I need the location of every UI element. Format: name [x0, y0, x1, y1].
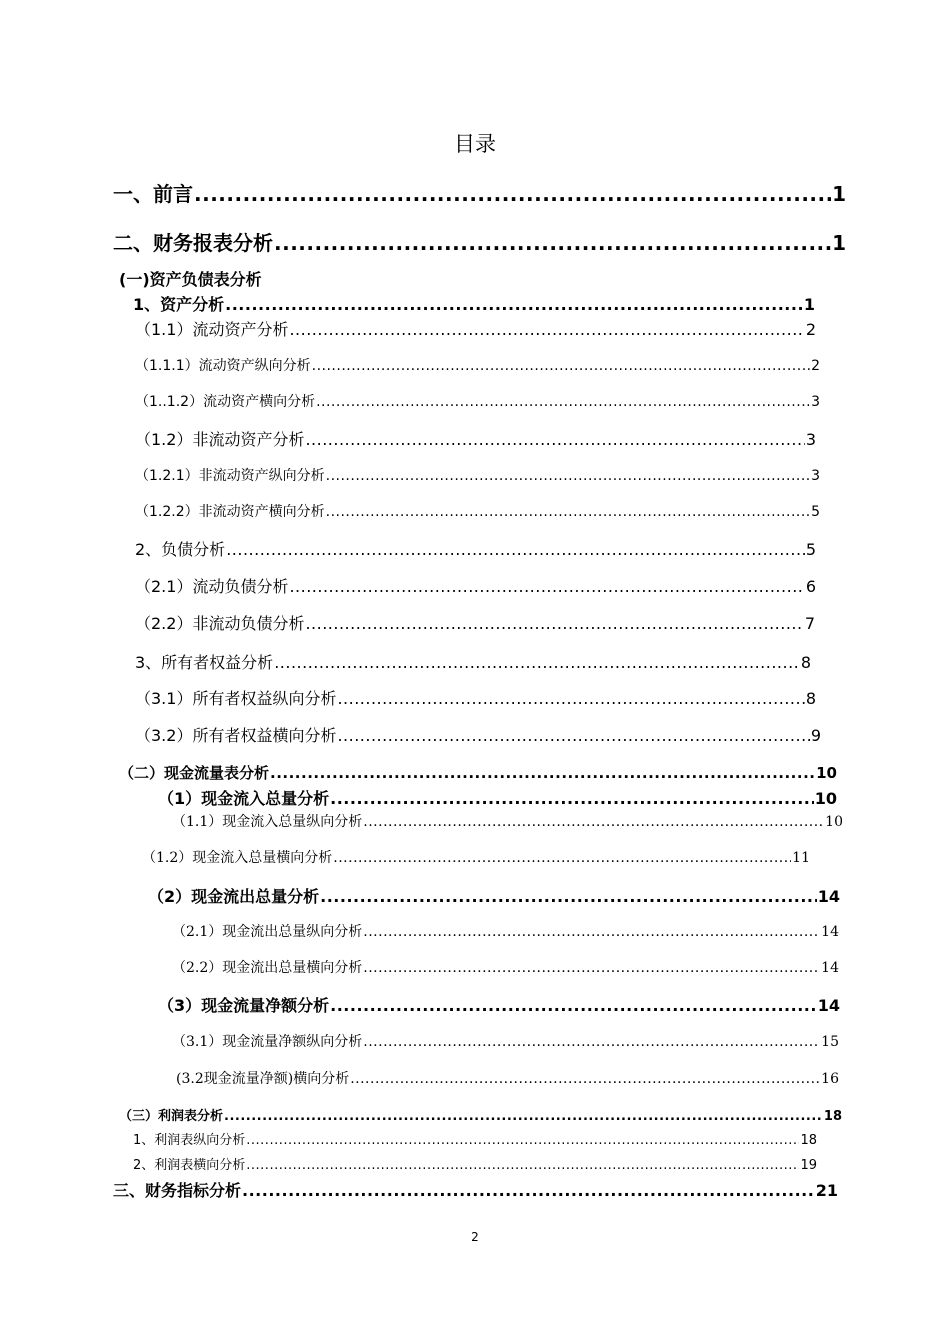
toc-entry-label: （1.1）流动资产分析: [135, 320, 289, 339]
toc-leader: [320, 887, 817, 906]
toc-entry-label: 2、负债分析: [135, 540, 226, 559]
toc-leader: [337, 726, 809, 745]
toc-page-number: 7: [804, 614, 815, 633]
toc-entry-label: 2、利润表横向分析: [133, 1158, 246, 1173]
toc-entry-label: （2.1）流动负债分析: [135, 577, 289, 596]
toc-leader: [326, 504, 810, 520]
toc-entry-label: （1）现金流入总量分析: [158, 789, 330, 808]
toc-entry-owners-equity[interactable]: [135, 650, 811, 673]
toc-entry-balance-sheet-analysis[interactable]: [119, 267, 419, 290]
toc-page-number: 3: [811, 394, 820, 410]
toc-entry-noncurrent-assets-horizontal[interactable]: [135, 501, 820, 521]
toc-leader: [326, 468, 810, 484]
toc-page-number: 19: [800, 1158, 817, 1173]
toc-leader: [246, 1133, 799, 1148]
toc-entry-label: （1.2）非流动资产分析: [135, 430, 305, 449]
toc-page-number: 1: [803, 295, 815, 314]
toc-entry-label: （1.1）现金流入总量纵向分析: [172, 814, 363, 830]
toc-entry-current-assets[interactable]: [135, 317, 816, 340]
toc-entry-owners-equity-vertical[interactable]: [135, 686, 816, 709]
toc-leader: [333, 850, 791, 866]
toc-entry-noncurrent-assets[interactable]: [135, 427, 816, 450]
page-title: 目录: [454, 132, 496, 156]
toc-leader: [289, 577, 804, 596]
toc-entry-label: 1、利润表纵向分析: [133, 1133, 246, 1148]
toc-entry-noncurrent-liabilities[interactable]: [135, 611, 815, 634]
toc-page-number: 10: [825, 814, 843, 830]
toc-entry-current-assets-horizontal[interactable]: [135, 391, 820, 411]
toc-leader: [289, 320, 804, 339]
toc-page-number: 16: [821, 1071, 839, 1087]
toc-leader: [270, 764, 815, 782]
toc-entry-label: 1、资产分析: [133, 295, 225, 314]
toc-leader: [350, 1071, 820, 1087]
toc-page-number: 2: [811, 358, 820, 374]
toc-page-number: 18: [800, 1133, 817, 1148]
toc-page-number: 3: [811, 468, 820, 484]
toc-entry-label: 三、财务指标分析: [113, 1181, 242, 1200]
toc-leader: [337, 689, 804, 708]
toc-leader: [246, 1158, 799, 1173]
toc-page-number: 5: [805, 540, 816, 559]
toc-entry-current-liabilities[interactable]: [135, 574, 816, 597]
toc-leader: [363, 924, 820, 940]
page-number: 2: [471, 1230, 479, 1244]
toc-entry-asset-analysis[interactable]: [133, 292, 815, 315]
toc-page-number: 14: [817, 887, 840, 906]
toc-entry-label: （二）现金流量表分析: [119, 764, 270, 782]
toc-page-number: 10: [816, 764, 837, 782]
toc-leader: [363, 814, 824, 830]
toc-entry-preface[interactable]: [113, 178, 846, 207]
toc-entry-net-cash-flow-vertical[interactable]: [172, 1031, 839, 1051]
toc-page-number: 3: [805, 430, 816, 449]
toc-leader: [242, 1181, 815, 1200]
toc-page-number: 11: [792, 850, 810, 866]
toc-entry-label: 3、所有者权益分析: [135, 653, 274, 672]
toc-leader: [305, 614, 803, 633]
toc-entry-label: (一)资产负债表分析: [119, 270, 262, 289]
toc-page-number: 14: [821, 924, 839, 940]
toc-leader: [194, 182, 831, 206]
toc-entry-label: 二、财务报表分析: [113, 231, 273, 255]
toc-entry-label: （三）利润表分析: [119, 1109, 224, 1124]
toc-page-number: 8: [805, 689, 816, 708]
toc-entry-income-statement-analysis[interactable]: [119, 1105, 842, 1124]
toc-entry-income-statement-horizontal[interactable]: [133, 1154, 817, 1173]
toc-entry-label: （2.2）非流动负债分析: [135, 614, 305, 633]
toc-entry-label: （1..1.2）流动资产横向分析: [135, 394, 316, 410]
toc-leader: [225, 295, 803, 314]
toc-leader: [363, 1034, 820, 1050]
toc-leader: [224, 1109, 823, 1124]
toc-leader: [305, 430, 804, 449]
toc-entry-label: （3.2）所有者权益横向分析: [135, 726, 337, 745]
toc-entry-label: （3.1）所有者权益纵向分析: [135, 689, 337, 708]
toc-entry-owners-equity-horizontal[interactable]: [135, 723, 821, 746]
toc-entry-cash-outflow[interactable]: [148, 884, 840, 907]
toc-entry-financial-indicator-analysis[interactable]: [113, 1178, 838, 1201]
toc-entry-cash-inflow-horizontal[interactable]: [142, 847, 810, 867]
toc-entry-cash-inflow-vertical[interactable]: [172, 811, 843, 831]
toc-entry-label: （3）现金流量净额分析: [158, 996, 330, 1015]
toc-entry-label: （2）现金流出总量分析: [148, 887, 320, 906]
toc-page-number: 1: [832, 231, 846, 255]
toc-entry-current-assets-vertical[interactable]: [135, 355, 820, 375]
toc-page-number: 18: [823, 1109, 842, 1124]
toc-page-number: 10: [814, 789, 837, 808]
toc-entry-label: (3.2现金流量净额)横向分析: [176, 1071, 350, 1087]
toc-leader: [274, 653, 800, 672]
toc-entry-cash-outflow-horizontal[interactable]: [172, 957, 839, 977]
toc-page-number: 21: [815, 1181, 838, 1200]
toc-entry-label: （3.1）现金流量净额纵向分析: [172, 1034, 363, 1050]
toc-entry-cash-flow-analysis[interactable]: [119, 762, 837, 783]
toc-page-number: 14: [817, 996, 840, 1015]
toc-entry-label: （1.2.1）非流动资产纵向分析: [135, 468, 325, 484]
toc-page-number: 1: [832, 182, 846, 206]
toc-leader: [316, 394, 810, 410]
toc-entry-label: 一、前言: [113, 182, 193, 206]
toc-page-number: 15: [821, 1034, 839, 1050]
toc-leader: [330, 996, 817, 1015]
toc-entry-noncurrent-assets-vertical[interactable]: [135, 465, 820, 485]
toc-entry-label: （1.1.1）流动资产纵向分析: [135, 358, 311, 374]
toc-page-number: 8: [800, 653, 811, 672]
toc-entry-income-statement-vertical[interactable]: [133, 1129, 817, 1148]
toc-entry-net-cash-flow[interactable]: [158, 993, 840, 1016]
toc-page-number: 6: [805, 577, 816, 596]
toc-entry-label: （1.2）现金流入总量横向分析: [142, 850, 333, 866]
toc-leader: [363, 960, 820, 976]
toc-page-number: 14: [821, 960, 839, 976]
toc-page-number: 9: [810, 726, 821, 745]
toc-entry-net-cash-flow-horizontal[interactable]: [176, 1068, 839, 1088]
toc-leader: [274, 231, 831, 255]
toc-leader: [312, 358, 810, 374]
toc-page-number: 5: [811, 504, 820, 520]
toc-entry-cash-inflow[interactable]: [158, 786, 837, 809]
toc-entry-label: （2.1）现金流出总量纵向分析: [172, 924, 363, 940]
toc-entry-label: （2.2）现金流出总量横向分析: [172, 960, 363, 976]
toc-entry-liability-analysis[interactable]: [135, 537, 816, 560]
toc-entry-label: （1.2.2）非流动资产横向分析: [135, 504, 325, 520]
toc-page-number: 2: [805, 320, 816, 339]
toc-entry-financial-statement-analysis[interactable]: [113, 227, 846, 256]
toc-leader: [226, 540, 805, 559]
toc-leader: [330, 789, 814, 808]
toc-entry-cash-outflow-vertical[interactable]: [172, 921, 839, 941]
